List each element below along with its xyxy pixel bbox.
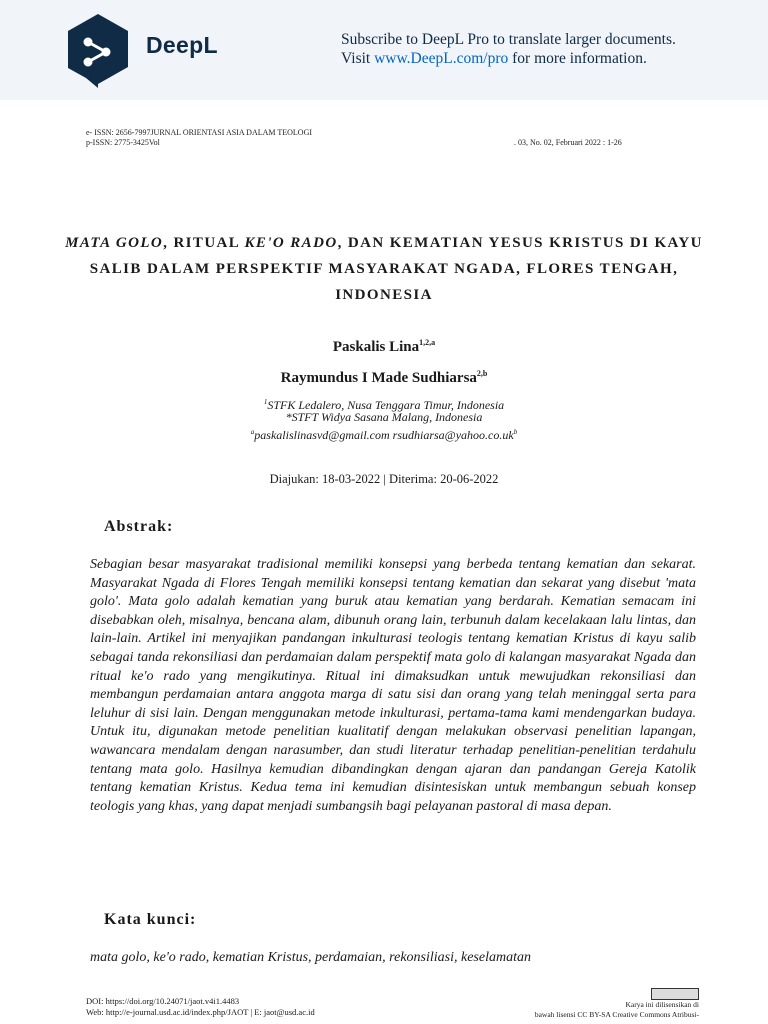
email-sup-a: a [250, 428, 255, 436]
title-part-3: , DAN KEMATIAN YESUS KRISTUS DI KAYU SALIB DALAM PERSPEKTIF MASYARAKAT NGADA, FLORES TENGAH, INDONESIA [89, 235, 703, 303]
promo-line-2 [341, 49, 676, 68]
author-1 [0, 338, 768, 356]
title-italic-2: KE'O RADO [244, 235, 338, 251]
author-2-name: Raymundus I Made Sudhiarsa [280, 370, 477, 386]
author-2-sup: 2,b [476, 369, 488, 378]
submission-dates: Diajukan: 18-03-2022 | Diterima: 20-06-2022 [269, 472, 499, 486]
author-2 [0, 369, 768, 387]
cc-by-sa-badge-icon[interactable] [651, 988, 699, 1000]
author-1-sup: 1,2,a [419, 338, 436, 347]
doi-link[interactable]: DOI: https://doi.org/10.24071/jaot.v4i1.4483 [86, 996, 240, 1006]
deepl-logo-text: DeepL [146, 32, 218, 58]
title-italic-1: MATA GOLO [65, 235, 164, 251]
affil-1-text: STFK Ledalero, Nusa Tenggara Timur, Indonesia [267, 398, 505, 412]
deepl-logo-icon[interactable] [64, 12, 132, 88]
emails-text[interactable]: paskalislinasvd@gmail.com rsudhiarsa@yahoo.co.uk [254, 428, 514, 442]
email-sup-b: b [513, 428, 518, 436]
promo-visit: Visit [341, 50, 375, 67]
deepl-pro-link[interactable]: www.DeepL.com/pro [374, 50, 509, 67]
affil-1-sup: 1 [263, 398, 268, 406]
license-line-2: bawah lisensi CC BY-SA Creative Commons Atribusi- [534, 1010, 699, 1019]
journal-eissn: e- ISSN: 2656-7997JURNAL ORIENTASI ASIA DALAM TEOLOGI [86, 128, 313, 137]
keywords-heading: Kata kunci: [104, 911, 197, 928]
affiliation-2: *STFT Widya Sasana Malang, Indonesia [285, 410, 483, 424]
journal-issue: . 03, No. 02, Februari 2022 : 1-26 [514, 138, 622, 147]
license-note [507, 988, 699, 1020]
promo-after: for more information. [508, 50, 647, 67]
promo-line-1: Subscribe to DeepL Pro to translate larger documents. [341, 31, 676, 48]
keywords-text: mata golo, ke'o rado, kematian Kristus, perdamaian, rekonsiliasi, keselamatan [90, 950, 531, 965]
deepl-banner [0, 0, 768, 100]
author-1-name: Paskalis Lina [332, 339, 420, 355]
title-part-2: , RITUAL [163, 235, 245, 251]
web-link[interactable]: Web: http://e-journal.usd.ac.id/index.php/JAOT | E: jaot@usd.ac.id [86, 1007, 315, 1017]
footer-links [86, 996, 315, 1018]
journal-pissn: p-ISSN: 2775-3425Vol [86, 138, 160, 147]
paper-title [60, 230, 708, 308]
abstract-text: Sebagian besar masyarakat tradisional memiliki konsepsi yang berbeda tentang kematian dan sekarat. Masyarakat Ngada di Flores Tengah memiliki konsepsi tentang kematian dan sekarat yang disebut 'mata golo'. Mata golo adalah kematian yang buruk atau kematian yang berdarah. Kematian semacam ini disebabkan oleh, misalnya, bencana alam, dibunuh orang lain, terbunuh dalam kecelakaan lalu lintas, dan lain-lain. Artikel ini menyajikan pandangan inkulturasi teologis tentang kematian Kristus di kayu salib sebagai tanda rekonsiliasi dan perdamaian dalam perspektif mata golo di kalangan masyarakat Ngada dan ritual ke'o rado yang mengikutinya. Ritual ini dimaksudkan untuk mewujudkan rekonsiliasi dan membangun perdamaian antara anggota marga di satu sisi dan orang yang telah meninggal serta para leluhur di sisi lain. Dengan menggunakan metode inkulturasi, pertama-tama kami mendengarkan budaya. Untuk itu, digunakan metode penelitian kualitatif dengan melakukan observasi penelitian lapangan, wawancara mendalam dengan narasumber, dan studi literatur terhadap penelitian-penelitian terdahulu tentang mata golo. Hasilnya kemudian dibandingkan dengan ajaran dan pandangan Gereja Katolik tentang kematian Kristus. Kedua tema ini kemudian disintesiskan untuk membangun sebuah konsep teologis yang khas, yang dapat menjadi sumbangsih bagi pelayanan pastoral di masa depan. [90, 557, 696, 814]
promo-text [341, 30, 676, 68]
author-emails [0, 425, 768, 443]
abstract-heading: Abstrak: [104, 518, 174, 535]
license-line-1: Karya ini dilisensikan di [625, 1000, 699, 1009]
